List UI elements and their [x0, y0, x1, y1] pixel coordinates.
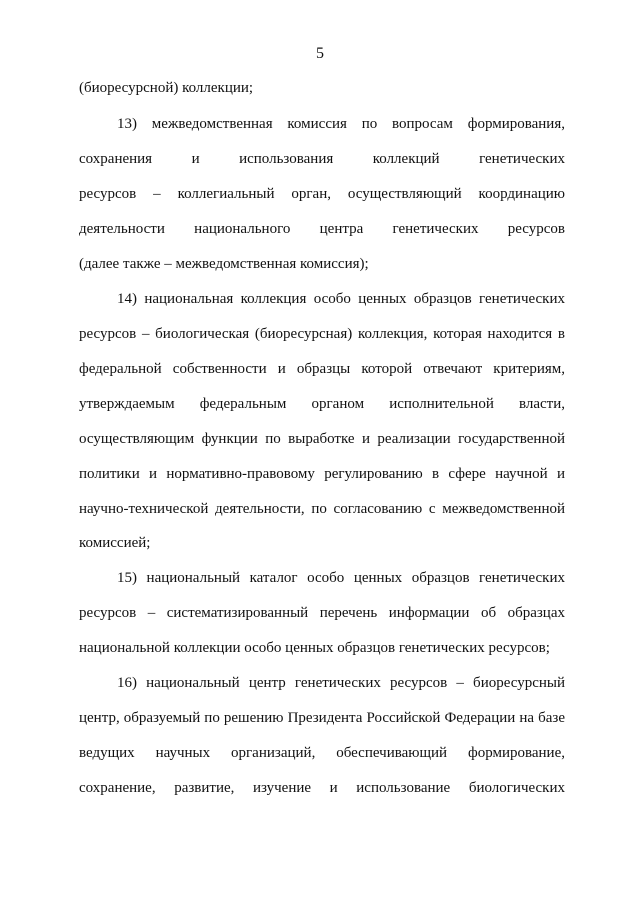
text-line: центр, образуемый по решению Президента Российской Федерации на базе — [79, 710, 565, 726]
text-line: (далее также – межведомственная комиссия); — [79, 256, 369, 272]
text-line: (биоресурсной) коллекции; — [79, 80, 254, 96]
text-line: 13) межведомственная комиссия по вопросам формирования, — [117, 116, 565, 132]
text-line: национальной коллекции особо ценных образцов генетических ресурсов; — [79, 640, 550, 656]
text-line: комиссией; — [79, 535, 151, 551]
text-line: ресурсов – биологическая (биоресурсная) коллекция, которая находится в — [79, 326, 565, 342]
text-line: утверждаемым федеральным органом исполнительной власти, — [79, 396, 565, 412]
text-line: сохранение, развитие, изучение и использование биологических — [79, 780, 565, 796]
text-line: осуществляющим функции по выработке и реализации государственной — [79, 431, 565, 447]
page-number: 5 — [316, 45, 324, 62]
text-line: политики и нормативно-правовому регулированию в сфере научной и — [79, 466, 565, 482]
text-line: 14) национальная коллекция особо ценных образцов генетических — [117, 291, 565, 307]
text-line: 15) национальный каталог особо ценных образцов генетических — [117, 570, 565, 586]
text-line: ресурсов – систематизированный перечень информации об образцах — [79, 605, 565, 621]
text-line: научно-технической деятельности, по согласованию с межведомственной — [79, 501, 565, 517]
text-line: 16) национальный центр генетических ресурсов – биоресурсный — [117, 675, 565, 691]
text-line: сохранения и использования коллекций генетических — [79, 151, 565, 167]
text-line: ведущих научных организаций, обеспечивающий формирование, — [79, 745, 565, 761]
text-line: федеральной собственности и образцы которой отвечают критериям, — [79, 361, 565, 377]
text-line: деятельности национального центра генетических ресурсов — [79, 221, 565, 237]
text-line: ресурсов – коллегиальный орган, осуществляющий координацию — [79, 186, 565, 202]
